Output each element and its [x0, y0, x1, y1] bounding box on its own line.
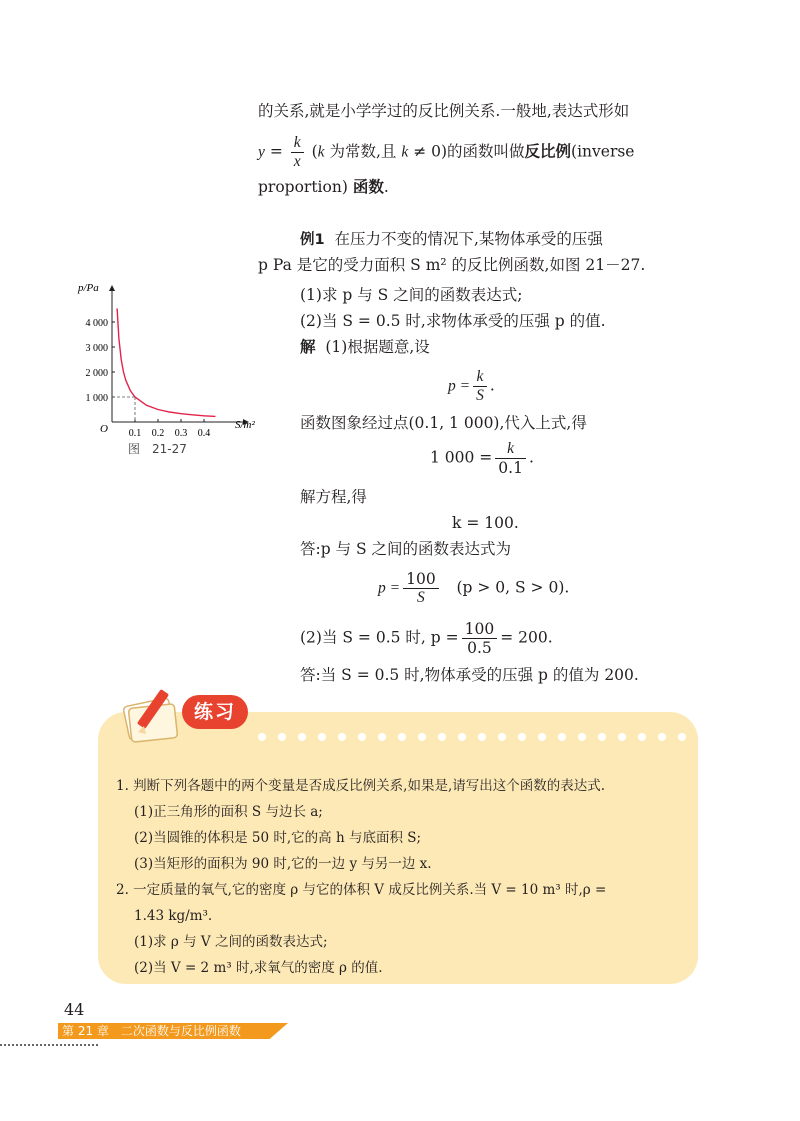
- decorative-dot: [658, 733, 666, 741]
- practice-q1-3: (3)当矩形的面积为 90 时,它的一边 y 与另一边 x.: [134, 856, 432, 872]
- decorative-dot: [458, 733, 466, 741]
- decorative-dot: [418, 733, 426, 741]
- decorative-dot: [358, 733, 366, 741]
- decorative-dot: [318, 733, 326, 741]
- x-axis-label: S/m²: [235, 419, 255, 431]
- example-line-2: p Pa 是它的受力面积 S m² 的反比例函数,如图 21－27.: [258, 256, 646, 274]
- intro-line-1: 的关系,就是小学学过的反比例关系.一般地,表达式形如: [258, 102, 630, 120]
- practice-q1: 1. 判断下列各题中的两个变量是否成反比例关系,如果是,请写出这个函数的表达式.: [116, 778, 606, 794]
- decorative-dot: [338, 733, 346, 741]
- equation-2: 1 000 = $\frac{k}{0.1}$ .: [430, 440, 534, 477]
- inverse-proportion-curve: [117, 308, 215, 416]
- practice-q2: 2. 一定质量的氧气,它的密度 ρ 与它的体积 V 成反比例关系.当 V = 10 m³ 时,ρ =: [116, 882, 607, 898]
- decorative-dot: [558, 733, 566, 741]
- practice-title: 练习: [193, 701, 236, 723]
- decorative-dot: [298, 733, 306, 741]
- practice-q1-2: (2)当圆锥的体积是 50 时,它的高 h 与底面积 S;: [134, 830, 422, 846]
- footer-dotted-rule: [0, 1044, 98, 1046]
- term-inverse-proportion: 反比例: [524, 141, 572, 161]
- chapter-title: 第 21 章 二次函数与反比例函数: [62, 1024, 241, 1038]
- y-tick-label: 2 000: [85, 368, 108, 379]
- solution-line-3: 解方程,得: [300, 488, 367, 506]
- y-axis-label: p/Pa: [78, 282, 99, 294]
- practice-q2-b: 1.43 kg/m³.: [134, 908, 213, 924]
- decorative-dot: [498, 733, 506, 741]
- decorative-dot: [678, 733, 686, 741]
- decorative-dot: [438, 733, 446, 741]
- intro-line-3: proportion) 函数.: [258, 177, 389, 196]
- y-tick-label: 1 000: [85, 393, 108, 404]
- equation-4: p = $\frac{100}{S}$ (p > 0, S > 0).: [378, 570, 570, 606]
- decorative-dot: [258, 733, 266, 741]
- decorative-dot: [398, 733, 406, 741]
- decorative-dot: [478, 733, 486, 741]
- intro-line-2: y = $\frac{k}{x}$ (k 为常数,且 k ≠ 0)的函数叫做反比例(inverse: [258, 134, 635, 170]
- y-tick-label: 3 000: [85, 343, 108, 354]
- x-tick-label: 0.1: [128, 428, 142, 439]
- page-number: 44: [64, 1000, 85, 1019]
- equals: =: [269, 142, 283, 161]
- decorative-dot: [638, 733, 646, 741]
- x-tick-label: 0.4: [197, 428, 211, 439]
- practice-q2-2: (2)当 V = 2 m³ 时,求氧气的密度 ρ 的值.: [134, 960, 383, 976]
- solution-line-1: 解 (1)根据题意,设: [300, 338, 430, 356]
- equation-1: p = $\frac{k}{S}$ .: [448, 368, 495, 404]
- decorative-dot: [538, 733, 546, 741]
- var-y: y: [258, 143, 265, 161]
- x-tick-label: 0.3: [174, 428, 188, 439]
- solution-line-2: 函数图象经过点(0.1, 1 000),代入上式,得: [300, 414, 587, 432]
- decorative-dot: [278, 733, 286, 741]
- solution-line-4: 答:p 与 S 之间的函数表达式为: [300, 540, 512, 558]
- equation-3: k = 100.: [452, 514, 519, 532]
- fraction-k-over-x: $\frac{k}{x}$: [291, 134, 304, 171]
- x-tick-label: 0.2: [151, 428, 165, 439]
- decorative-dot: [518, 733, 526, 741]
- decorative-dot: [598, 733, 606, 741]
- origin-label: O: [100, 423, 108, 435]
- solution-line-6: 答:当 S = 0.5 时,物体承受的压强 p 的值为 200.: [300, 666, 639, 684]
- figure-21-27-graph: [72, 278, 272, 458]
- y-tick-label: 4 000: [85, 318, 108, 329]
- pencil-notepad-icon: [118, 680, 188, 750]
- practice-q2-1: (1)求 ρ 与 V 之间的函数表达式;: [134, 934, 328, 950]
- figure-caption: 图 21-27: [128, 442, 187, 456]
- decorative-dot: [378, 733, 386, 741]
- example-q1: (1)求 p 与 S 之间的函数表达式;: [300, 286, 523, 304]
- decorative-dot: [578, 733, 586, 741]
- practice-q1-1: (1)正三角形的面积 S 与边长 a;: [134, 804, 323, 820]
- practice-panel: [98, 712, 698, 984]
- solution-label: 解: [300, 338, 316, 356]
- example-label: 例1: [300, 232, 325, 248]
- example-q2: (2)当 S = 0.5 时,求物体承受的压强 p 的值.: [300, 312, 606, 330]
- decorative-dot: [618, 733, 626, 741]
- example-line-1: 例1 在压力不变的情况下,某物体承受的压强: [300, 230, 603, 248]
- solution-line-5: (2)当 S = 0.5 时, p = $\frac{100}{0.5}$ = 200.: [300, 620, 553, 657]
- practice-title-badge: [182, 695, 248, 729]
